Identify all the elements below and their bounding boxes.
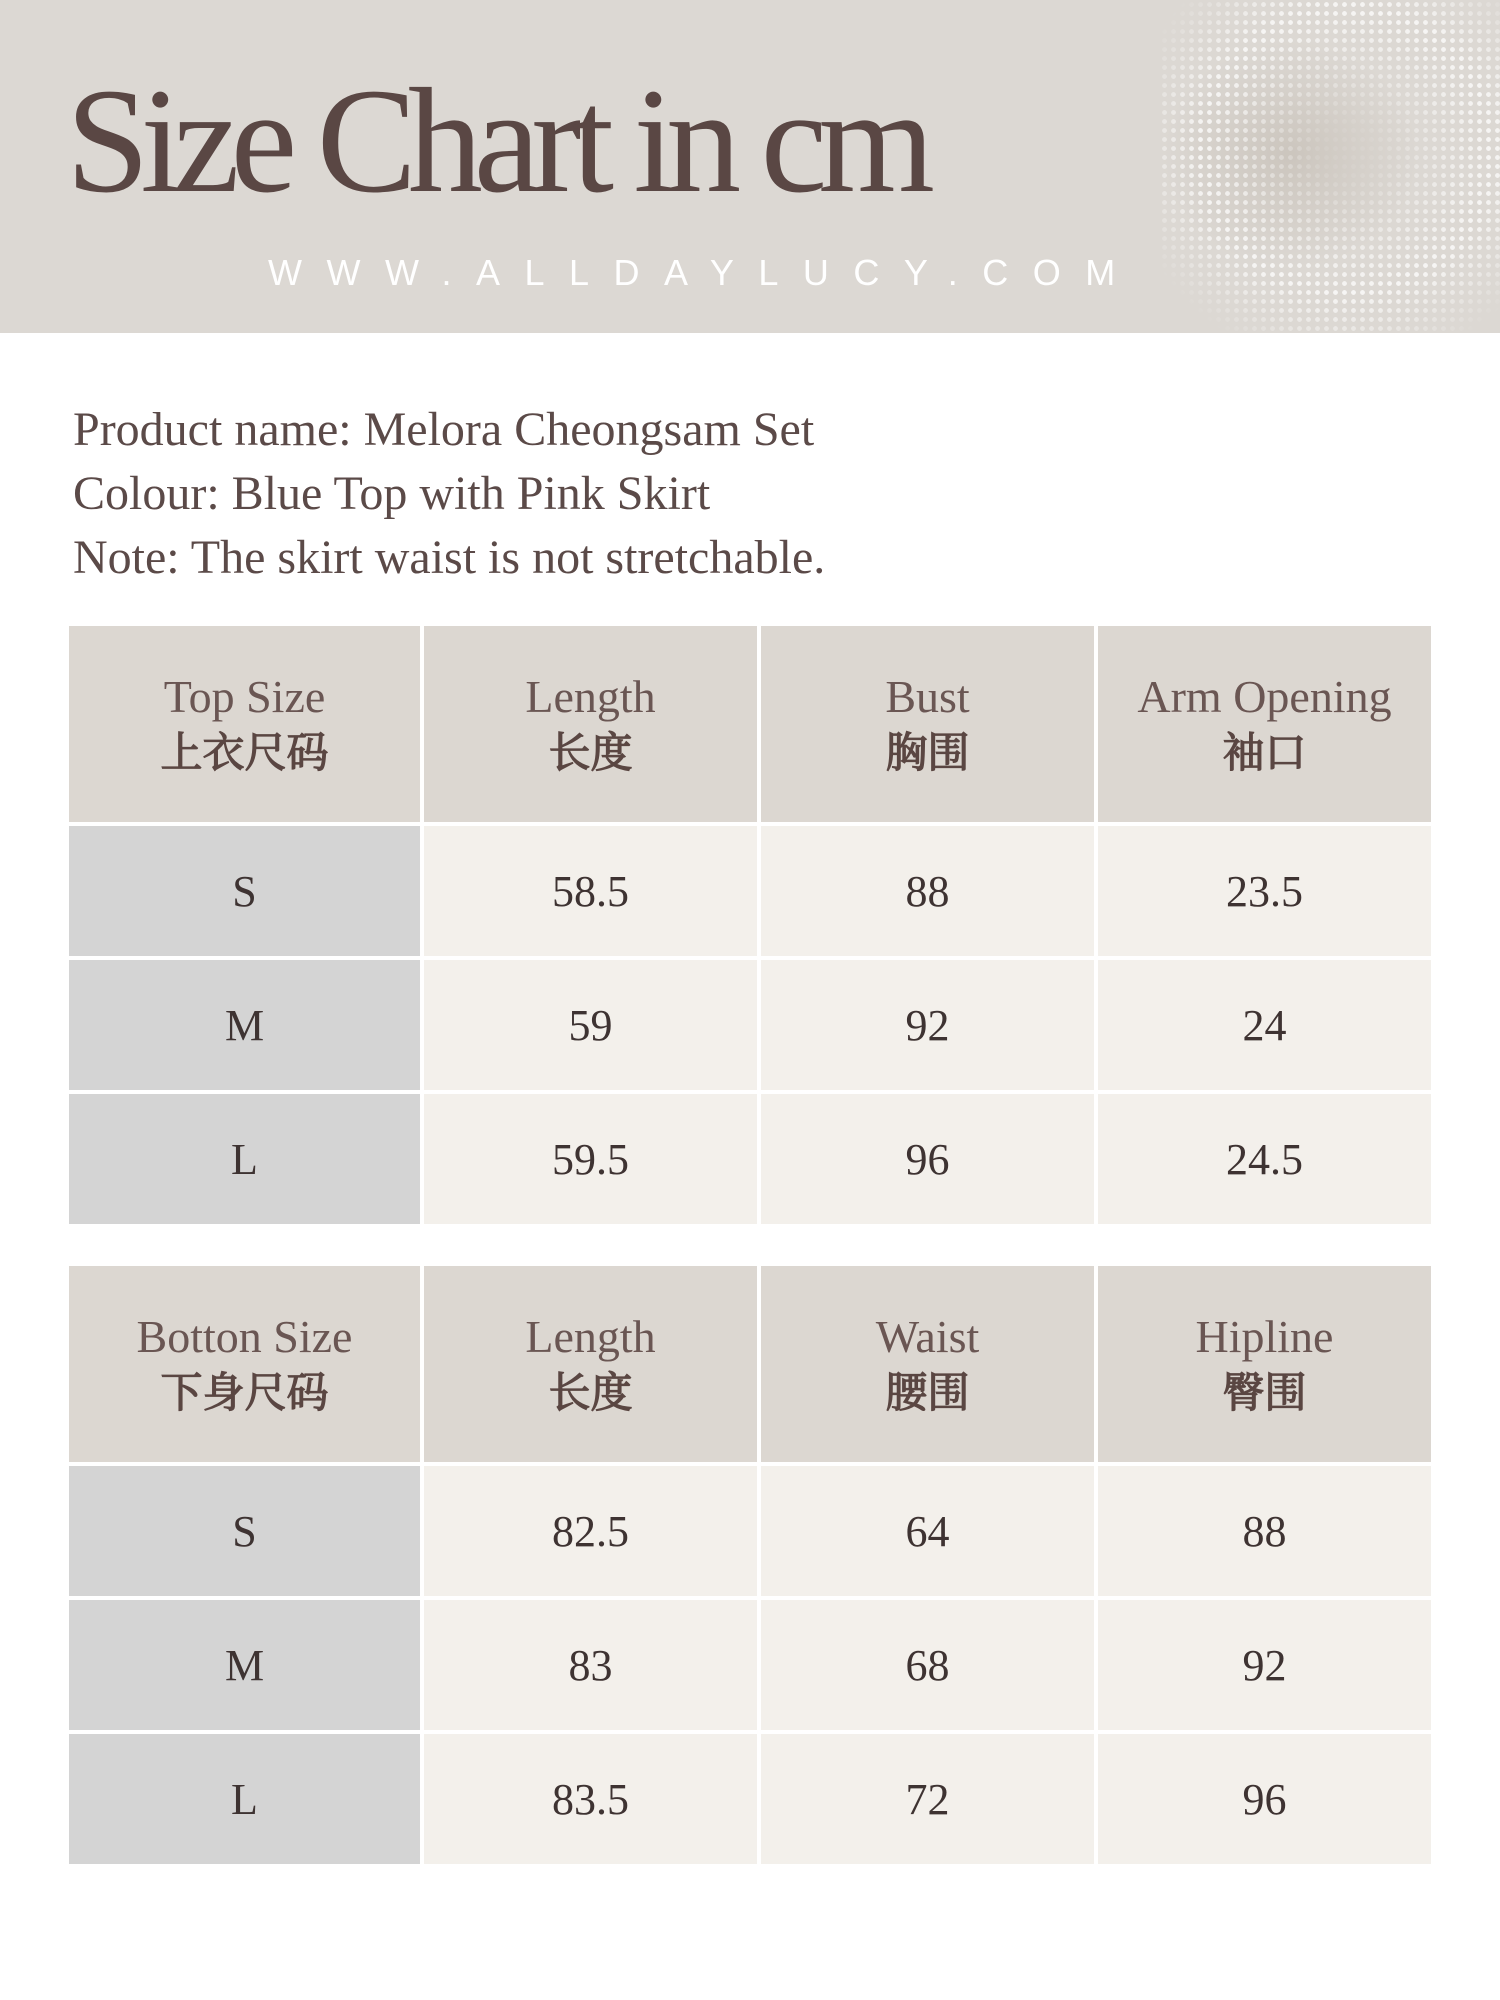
waist-cell: 72 <box>761 1734 1094 1864</box>
header-label-zh: 下身尺码 <box>160 1368 329 1417</box>
bottom-size-table <box>65 1262 1435 1868</box>
header-label-zh: 长度 <box>548 728 633 777</box>
arm-opening-cell: 23.5 <box>1098 826 1431 956</box>
header-label-en: Arm Opening <box>1137 671 1392 722</box>
header-banner <box>0 0 1500 333</box>
waist-cell: 64 <box>761 1466 1094 1596</box>
length-cell: 59.5 <box>424 1094 757 1224</box>
length-cell: 83 <box>424 1600 757 1730</box>
header-cell-bottom-size <box>69 1266 420 1462</box>
arm-opening-cell: 24 <box>1098 960 1431 1090</box>
hipline-cell: 92 <box>1098 1600 1431 1730</box>
size-cell: L <box>69 1094 420 1224</box>
length-cell: 59 <box>424 960 757 1090</box>
table-row <box>69 960 1431 1090</box>
waist-cell: 68 <box>761 1600 1094 1730</box>
table-row <box>69 1734 1431 1864</box>
size-cell: M <box>69 960 420 1090</box>
header-label-en: Hipline <box>1195 1311 1334 1362</box>
header-cell-top-size <box>69 626 420 822</box>
header-cell-length <box>424 626 757 822</box>
bust-cell: 88 <box>761 826 1094 956</box>
header-label-en: Length <box>525 1311 656 1362</box>
size-cell: S <box>69 826 420 956</box>
size-cell: L <box>69 1734 420 1864</box>
halftone-dots-decoration <box>1160 0 1500 333</box>
header-cell-hipline <box>1098 1266 1431 1462</box>
hipline-cell: 88 <box>1098 1466 1431 1596</box>
page-title: Size Chart in cm <box>66 58 926 224</box>
size-cell: M <box>69 1600 420 1730</box>
header-cell-waist <box>761 1266 1094 1462</box>
header-label-en: Bust <box>885 671 970 722</box>
top-size-table <box>65 622 1435 1228</box>
product-note: Note: The skirt waist is not stretchable. <box>73 531 826 584</box>
length-cell: 82.5 <box>424 1466 757 1596</box>
website-url: WWW.ALLDAYLUCY.COM <box>268 252 1140 293</box>
table-row <box>69 1466 1431 1596</box>
hipline-cell: 96 <box>1098 1734 1431 1864</box>
length-cell: 58.5 <box>424 826 757 956</box>
bust-cell: 92 <box>761 960 1094 1090</box>
header-label-en: Length <box>525 671 656 722</box>
product-colour: Colour: Blue Top with Pink Skirt <box>73 467 711 520</box>
product-name: Product name: Melora Cheongsam Set <box>73 403 815 456</box>
size-cell: S <box>69 1466 420 1596</box>
length-cell: 83.5 <box>424 1734 757 1864</box>
table-row <box>69 1094 1431 1224</box>
header-cell-bust <box>761 626 1094 822</box>
bust-cell: 96 <box>761 1094 1094 1224</box>
table-header-row <box>69 626 1431 822</box>
header-label-zh: 上衣尺码 <box>160 728 329 777</box>
header-label-zh: 臀围 <box>1222 1368 1307 1417</box>
header-cell-arm-opening <box>1098 626 1431 822</box>
table-row <box>69 1600 1431 1730</box>
arm-opening-cell: 24.5 <box>1098 1094 1431 1224</box>
header-label-en: Top Size <box>163 671 326 722</box>
header-label-zh: 长度 <box>548 1368 633 1417</box>
product-info <box>73 398 825 590</box>
header-label-zh: 胸围 <box>885 728 970 777</box>
table-header-row <box>69 1266 1431 1462</box>
header-label-zh: 袖口 <box>1222 728 1307 777</box>
header-label-en: Botton Size <box>136 1311 353 1362</box>
header-cell-length <box>424 1266 757 1462</box>
header-label-en: Waist <box>875 1311 980 1362</box>
table-row <box>69 826 1431 956</box>
header-label-zh: 腰围 <box>885 1368 970 1417</box>
